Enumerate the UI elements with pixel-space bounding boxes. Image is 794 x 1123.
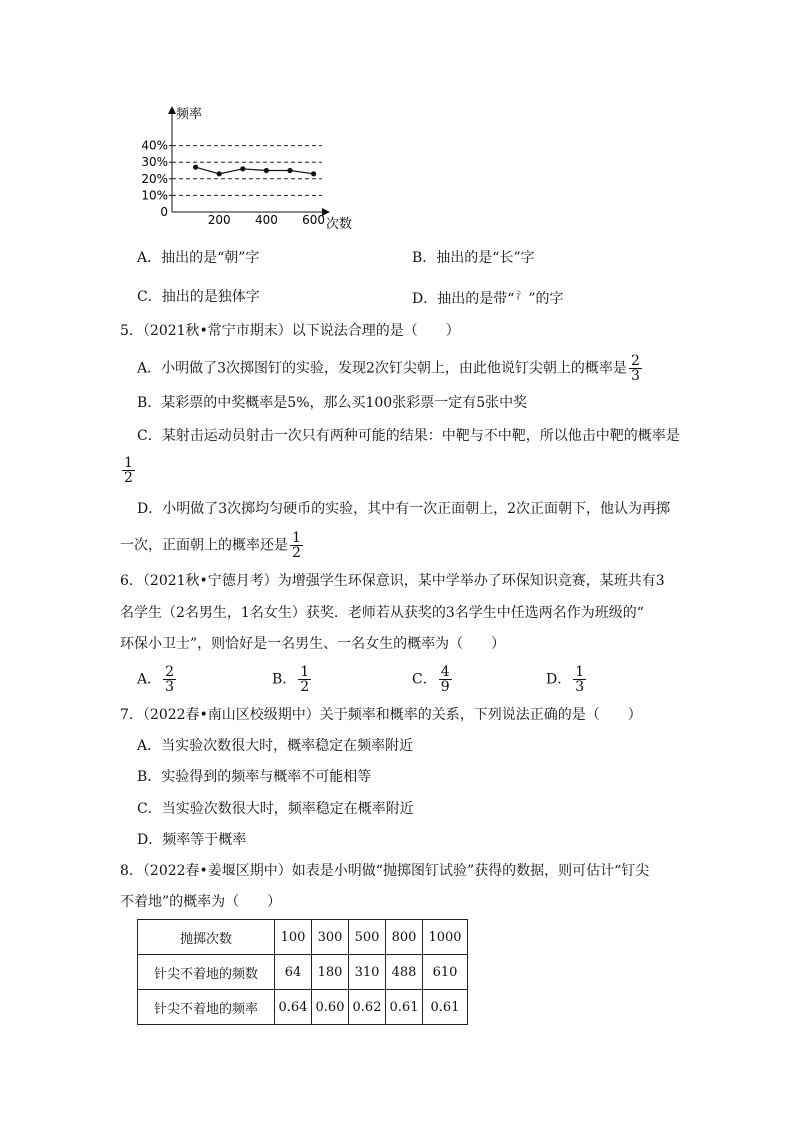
fraction — [298, 665, 311, 694]
q5-stem: 5．（2021秋•常宁市期末）以下说法合理的是（ ） — [120, 323, 460, 339]
q6-stem-line3: 环保小卫士”，则恰好是一名男生、一名女生的概率为（ ） — [120, 636, 506, 652]
y-tick-label: 40% — [141, 138, 168, 153]
fraction-numerator: 1 — [575, 664, 585, 680]
q4-option-d — [412, 287, 564, 309]
fraction-denominator: 9 — [440, 679, 450, 695]
table-cell: 0.62 — [349, 990, 386, 1025]
table-cell: 500 — [349, 920, 386, 955]
table-cell: 800 — [386, 920, 423, 955]
series-line — [196, 167, 314, 174]
q6-option-a — [137, 665, 178, 694]
table-row — [138, 920, 468, 955]
frequency-line-chart — [140, 100, 370, 235]
table-cell: 0.61 — [386, 990, 423, 1025]
q6-option-b — [272, 665, 313, 694]
water-radical-glyph: 氵 — [516, 291, 527, 302]
x-tick-label: 400 — [254, 213, 278, 227]
data-point — [240, 166, 245, 171]
x-tick-label: 600 — [302, 213, 326, 227]
table-cell: 488 — [386, 955, 423, 990]
fraction-numerator: 2 — [165, 664, 175, 680]
q6-option-d — [546, 665, 588, 694]
table-cell: 0.61 — [423, 990, 468, 1025]
fraction-numerator: 4 — [440, 664, 450, 680]
q5-option-b: B．某彩票的中奖概率是5%，那么买100张彩票一定有5张中奖 — [137, 395, 528, 411]
fraction — [439, 665, 452, 694]
x-axis-label: 次数 — [326, 217, 353, 232]
q7-option-c: C．当实验次数很大时，频率稳定在概率附近 — [137, 801, 414, 817]
fraction-denominator: 2 — [124, 470, 133, 486]
fraction — [629, 354, 642, 383]
q4-option-c: C．抽出的是独体字 — [137, 289, 260, 305]
fraction-denominator: 3 — [165, 679, 175, 695]
q4-option-b: B．抽出的是“长”字 — [412, 250, 535, 266]
fraction — [573, 665, 586, 694]
y-tick-label: 20% — [141, 171, 168, 186]
table-cell: 0.60 — [312, 990, 349, 1025]
q5-option-a-text: A．小明做了3次掷图钉的实验，发现2次钉尖朝上，由此他说钉尖朝上的概率是 — [137, 360, 627, 377]
fraction-denominator: 2 — [292, 545, 301, 561]
option-label: C． — [412, 671, 437, 688]
fraction-numerator: 2 — [630, 353, 640, 369]
fraction-numerator: 1 — [124, 455, 133, 471]
q7-option-b: B．实验得到的频率与概率不可能相等 — [137, 769, 372, 785]
table-cell: 610 — [423, 955, 468, 990]
y-tick-label: 30% — [141, 155, 168, 170]
option-label: B． — [272, 671, 297, 688]
table-cell: 100 — [275, 920, 312, 955]
fraction-numerator: 1 — [300, 664, 310, 680]
table-cell: 1000 — [423, 920, 468, 955]
data-point — [264, 168, 269, 173]
y-tick-label: 0 — [160, 205, 168, 219]
x-tick-label: 200 — [207, 213, 231, 227]
q5-option-d-text: 一次，正面朝上的概率还是 — [120, 537, 288, 554]
table-cell: 针尖不着地的频率 — [138, 990, 275, 1025]
table-cell: 300 — [312, 920, 349, 955]
data-point — [217, 171, 222, 176]
table-cell: 0.64 — [275, 990, 312, 1025]
fraction-denominator: 3 — [575, 679, 585, 695]
q7-option-d: D．频率等于概率 — [137, 832, 247, 848]
table-row — [138, 955, 468, 990]
q4-option-a: A．抽出的是“朝”字 — [137, 250, 260, 266]
y-tick-label: 10% — [141, 188, 168, 203]
fraction-numerator: 1 — [292, 530, 301, 546]
table-cell: 64 — [275, 955, 312, 990]
fraction-denominator: 2 — [300, 679, 310, 695]
table-cell: 针尖不着地的频数 — [138, 955, 275, 990]
q5-option-d-line2 — [120, 531, 305, 560]
table-row — [138, 990, 468, 1025]
q6-option-c — [412, 665, 454, 694]
q5-option-c-fraction — [120, 456, 137, 485]
option-label: A． — [137, 671, 162, 688]
q4-option-d-pre: D．抽出的是带“ — [412, 291, 515, 307]
data-point — [311, 171, 316, 176]
q6-stem-line2: 名学生（2名男生，1名女生）获奖．老师若从获奖的3名学生中任选两名作为班级的“ — [120, 605, 644, 621]
q4-option-d-post: ”的字 — [528, 291, 564, 307]
q5-option-a — [137, 354, 644, 383]
data-point — [287, 168, 292, 173]
table-cell: 抛掷次数 — [138, 920, 275, 955]
fraction — [290, 531, 303, 560]
y-axis-label: 频率 — [176, 107, 203, 122]
fraction — [122, 456, 135, 485]
data-table — [137, 919, 468, 1025]
option-label: D． — [546, 671, 572, 688]
fraction-denominator: 3 — [630, 368, 640, 384]
q6-stem-line1: 6．（2021秋•宁德月考）为增强学生环保意识，某中学举办了环保知识竞赛，某班共有3 — [120, 573, 665, 589]
q5-option-d-line1: D．小明做了3次掷均匀硬币的实验，其中有一次正面朝上，2次正面朝下，他认为再掷 — [137, 501, 671, 517]
q5-option-c: C．某射击运动员射击一次只有两种可能的结果：中靶与不中靶，所以他击中靶的概率是 — [137, 428, 680, 444]
q8-stem-line1: 8．（2022春•姜堰区期中）如表是小明做“抛掷图钉试验”获得的数据，则可估计“钉尖 — [120, 863, 650, 879]
q8-stem-line2: 不着地”的概率为（ ） — [120, 894, 282, 910]
table-cell: 310 — [349, 955, 386, 990]
fraction — [163, 665, 176, 694]
data-point — [193, 165, 198, 170]
q7-stem: 7．（2022春•南山区校级期中）关于频率和概率的关系，下列说法正确的是（ ） — [120, 707, 642, 723]
table-cell: 180 — [312, 955, 349, 990]
q7-option-a: A．当实验次数很大时，概率稳定在频率附近 — [137, 738, 414, 754]
